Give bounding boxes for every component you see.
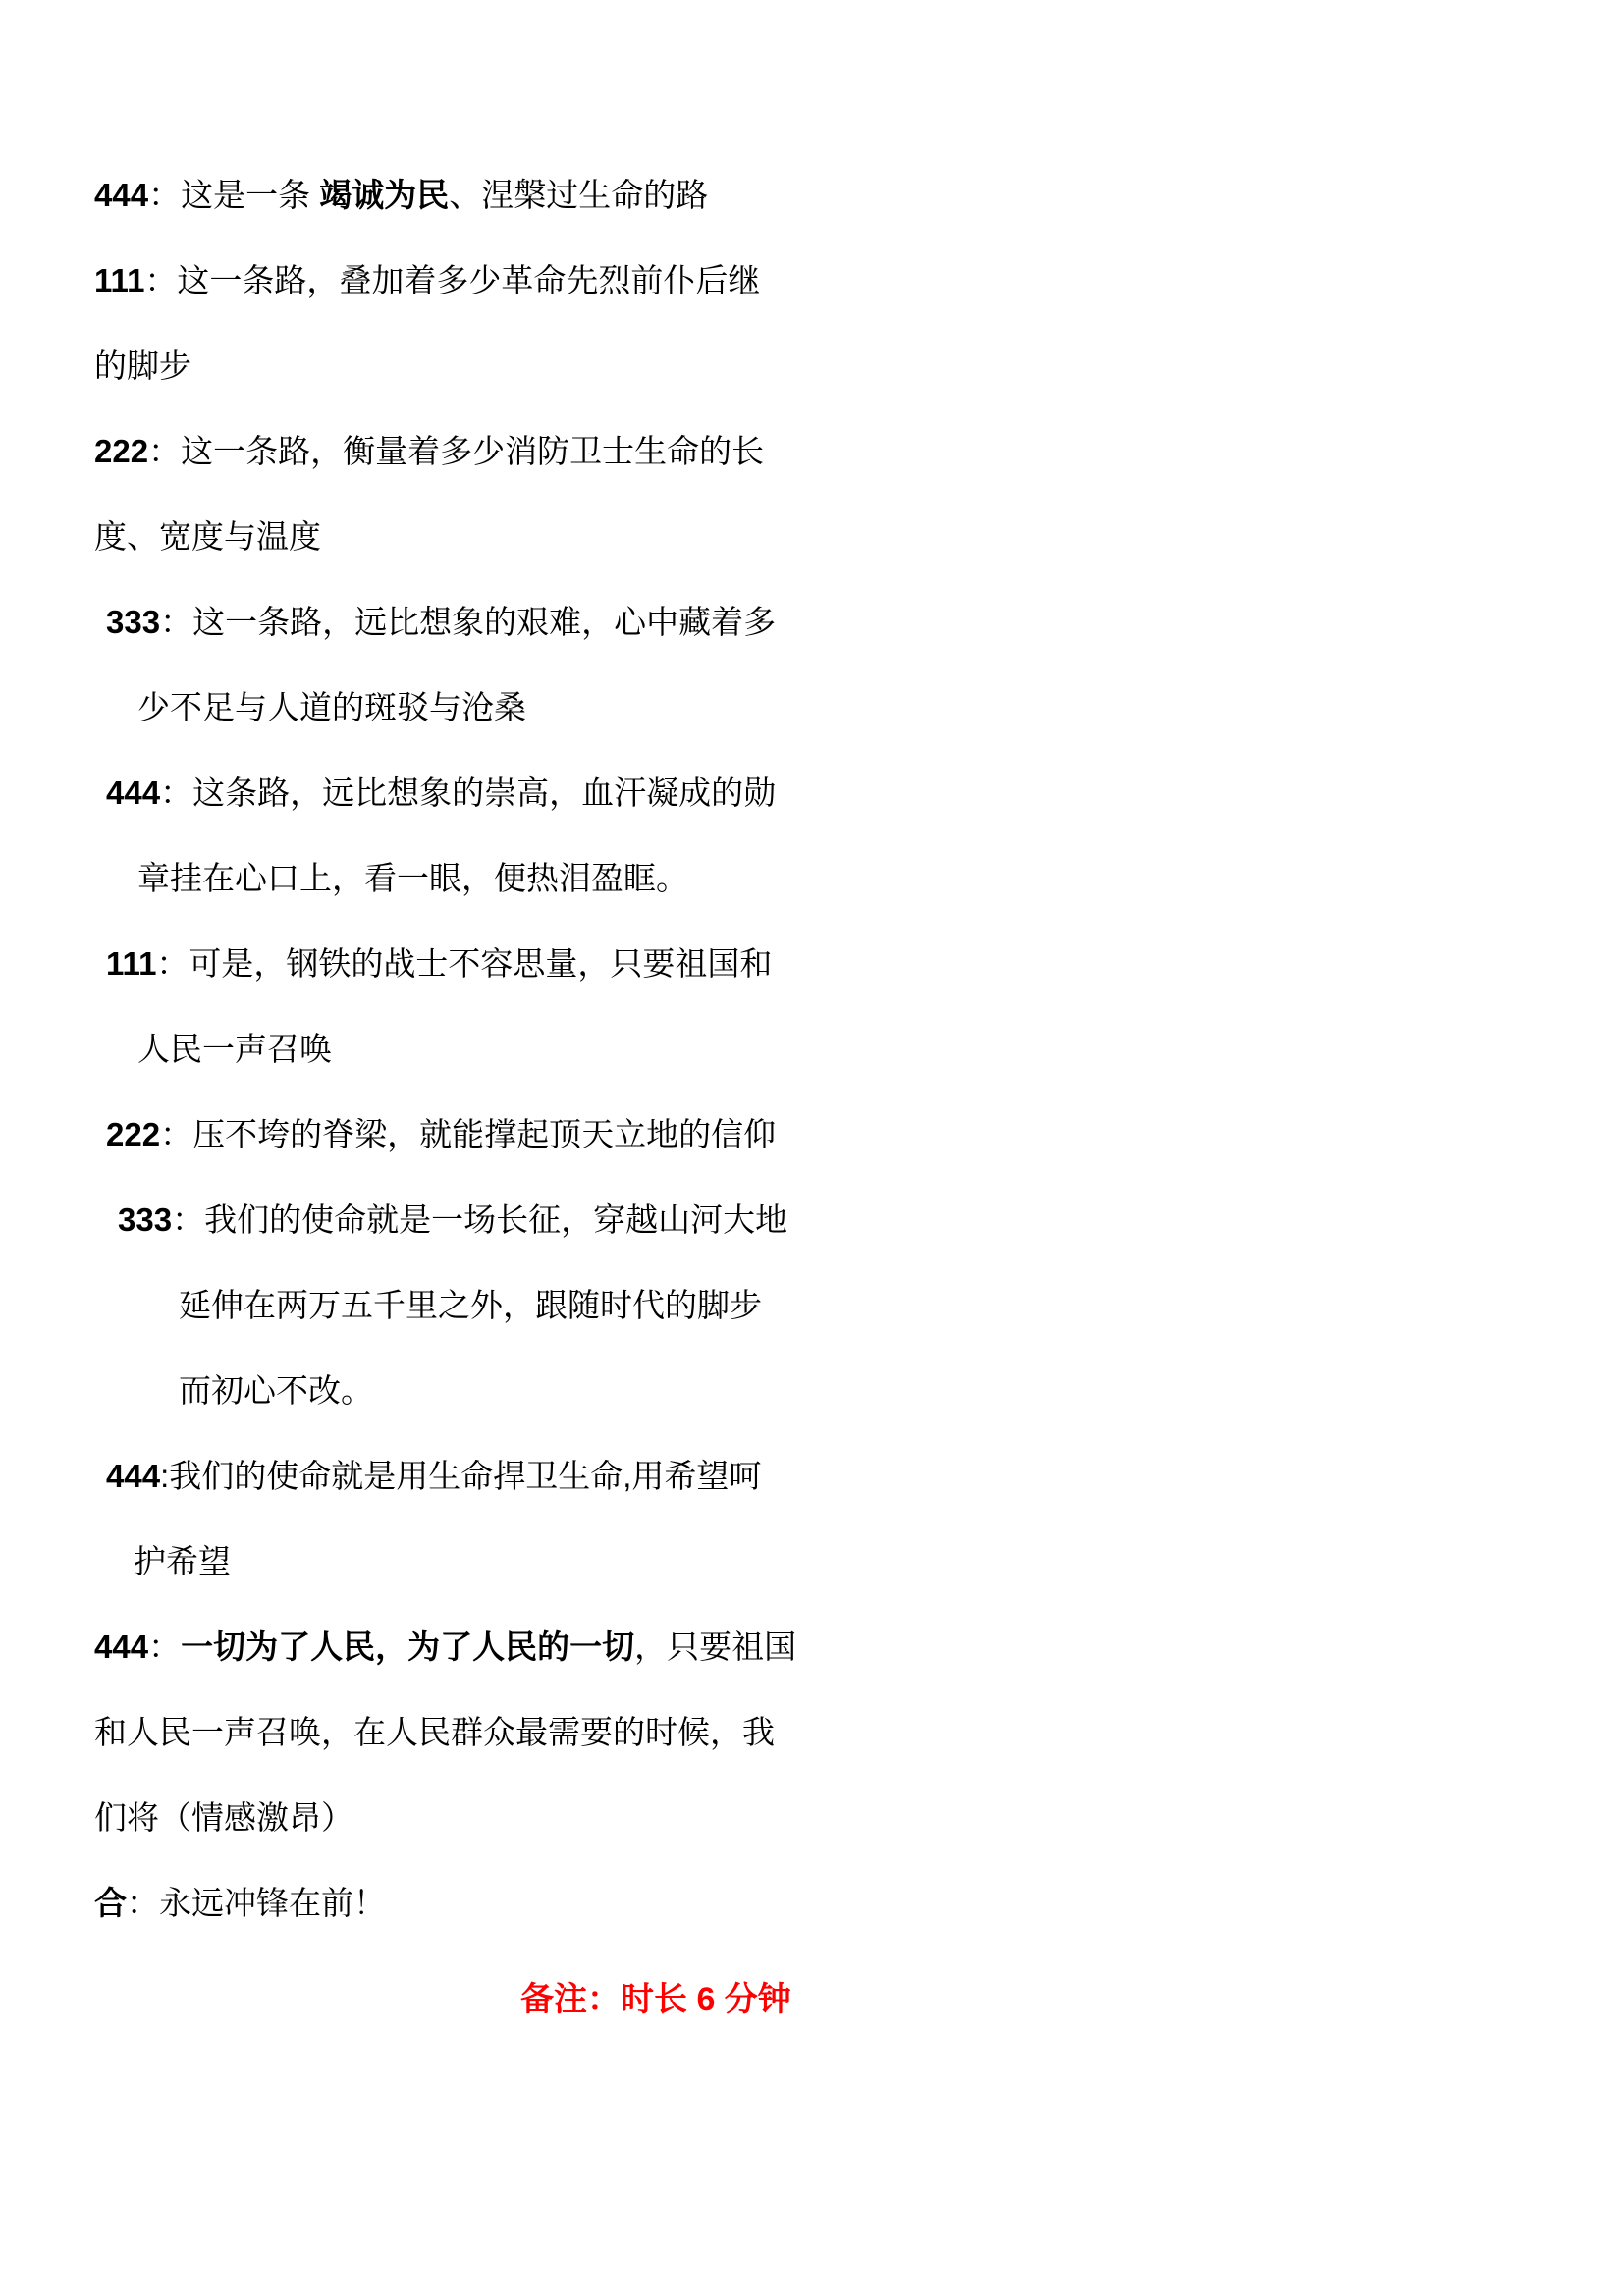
text-run: ，只要祖国 [634, 1629, 797, 1665]
duration-note [520, 1957, 860, 2043]
text-run: :我们的使命就是用生命捍卫生命,用希望呵 [160, 1458, 762, 1494]
text-run: 章挂在心口上，看一眼，便热泪盈眶。 [137, 860, 688, 896]
script-line [106, 921, 860, 1006]
text-run: ：这一条路，叠加着多少革命先烈前仆后继 [144, 262, 761, 298]
script-line [94, 238, 860, 323]
script-line [179, 1348, 860, 1433]
text-run: 而初心不改。 [179, 1372, 373, 1409]
speaker-label: 333 [106, 604, 161, 640]
speaker-label: 222 [94, 433, 149, 469]
script-line [106, 579, 860, 665]
text-run: ：这一条路，衡量着多少消防卫士生命的长 [148, 433, 765, 469]
text-run: 少不足与人道的斑驳与沧桑 [137, 689, 526, 725]
speaker-label: 444 [94, 177, 149, 213]
text-run: 度、宽度与温度 [94, 518, 321, 555]
script-line [106, 750, 860, 835]
text-run: ： [148, 1629, 182, 1665]
speaker-label: 111 [106, 945, 157, 982]
speaker-label: 合 [94, 1885, 127, 1921]
script-line [137, 1006, 860, 1092]
speaker-label: 444 [94, 1629, 149, 1665]
script-line [106, 1092, 860, 1177]
script-line [94, 408, 860, 494]
text-run: ：永远冲锋在前！ [127, 1885, 386, 1921]
script-line [94, 494, 860, 579]
script-text [94, 152, 860, 2043]
script-line [137, 835, 860, 921]
script-line [94, 1689, 860, 1775]
speaker-label: 444 [106, 1458, 161, 1494]
script-line [94, 152, 860, 238]
emphasis-text: 一切为了人民，为了人民的一切 [181, 1629, 635, 1665]
text-run: 的脚步 [94, 347, 191, 384]
text-run: 人民一声召唤 [137, 1031, 332, 1067]
emphasis-text: 竭诚为民 [319, 177, 450, 213]
text-run: ：我们的使命就是一场长征，穿越山河大地 [172, 1201, 788, 1238]
script-line [94, 1860, 860, 1946]
note-text: 备注：时长 6 分钟 [520, 1981, 791, 2018]
text-run: ：压不垮的脊梁，就能撑起顶天立地的信仰 [160, 1116, 777, 1152]
text-run: ：这条路，远比想象的崇高，血汗凝成的勋 [160, 774, 777, 811]
text-run: ：这一条路，远比想象的艰难，心中藏着多 [160, 604, 777, 640]
script-line [118, 1177, 860, 1262]
text-run: 们将（情感激昂） [94, 1799, 353, 1836]
text-run: 护希望 [134, 1543, 231, 1579]
text-run: ：可是，钢铁的战士不容思量，只要祖国和 [156, 945, 773, 982]
script-line [94, 323, 860, 408]
speaker-label: 444 [106, 774, 161, 811]
speaker-label: 222 [106, 1116, 161, 1152]
speaker-label: 333 [118, 1201, 173, 1238]
speaker-label: 111 [94, 262, 145, 298]
script-line [94, 1775, 860, 1860]
text-run: 延伸在两万五千里之外，跟随时代的脚步 [179, 1287, 762, 1323]
script-line [94, 1604, 860, 1689]
script-line [137, 665, 860, 750]
text-run: ：这是一条 [148, 177, 320, 213]
script-line [106, 1433, 860, 1519]
text-run: 和人民一声召唤，在人民群众最需要的时候，我 [94, 1714, 775, 1750]
script-line [179, 1262, 860, 1348]
text-run: 、涅槃过生命的路 [449, 177, 709, 213]
script-line [134, 1519, 860, 1604]
